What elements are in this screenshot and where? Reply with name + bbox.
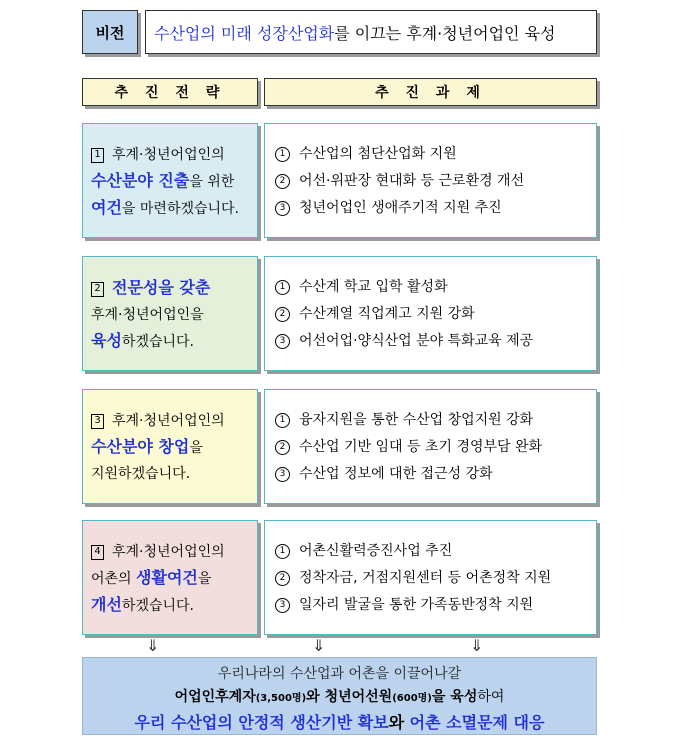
task-text: 청년어업인 생애주기적 지원 추진 bbox=[299, 200, 502, 216]
strategy-2-line3-rest: 하겠습니다. bbox=[121, 334, 194, 350]
strategy-3-line1: 후계·청년어업인의 bbox=[112, 413, 225, 429]
task-item bbox=[275, 168, 596, 195]
task-text: 수산업의 첨단산업화 지원 bbox=[299, 146, 457, 162]
task-item bbox=[275, 301, 596, 328]
conclusion-line-1: 우리나라의 수산업과 어촌을 이끌어나갈 bbox=[217, 666, 462, 682]
strategy-1-keyword-2: 여건 bbox=[91, 198, 122, 217]
task-text: 수산계열 직업계고 지원 강화 bbox=[299, 306, 475, 322]
tasks-column-header: 추 진 과 제 bbox=[264, 78, 597, 106]
task-marker: 3 bbox=[275, 334, 290, 349]
young-crew-label: 청년어선원 bbox=[324, 689, 393, 705]
strategy-3-line2-rest: 을 bbox=[189, 440, 203, 456]
task-marker: 2 bbox=[275, 307, 290, 322]
task-item bbox=[275, 461, 596, 488]
task-item bbox=[275, 538, 596, 565]
strategy-4-line1: 후계·청년어업인의 bbox=[112, 544, 225, 560]
strategy-box-2 bbox=[82, 256, 258, 371]
tasks-box-2 bbox=[264, 256, 597, 371]
strategy-number-2: 2 bbox=[91, 282, 104, 297]
strategy-1-line3-rest: 을 마련하겠습니다. bbox=[121, 201, 240, 217]
particle-text: 을 bbox=[431, 689, 451, 705]
strategy-2-line2: 후계·청년어업인을 bbox=[91, 307, 204, 323]
task-text: 어선어업·양식산업 분야 특화교육 제공 bbox=[299, 333, 534, 349]
task-item bbox=[275, 195, 596, 222]
down-arrow-icon: ⇓ bbox=[146, 636, 160, 655]
task-marker: 1 bbox=[275, 413, 290, 428]
task-marker: 2 bbox=[275, 440, 290, 455]
task-text: 수산업 정보에 대한 접근성 강화 bbox=[299, 466, 493, 482]
young-crew-count: (600명) bbox=[392, 693, 432, 704]
vision-highlight: 수산업의 미래 성장산업화 bbox=[154, 23, 335, 43]
task-marker: 1 bbox=[275, 147, 290, 162]
tasks-box-4 bbox=[264, 520, 597, 635]
strategy-number-4: 4 bbox=[91, 545, 104, 560]
task-text: 일자리 발굴을 통한 가족동반정착 지원 bbox=[299, 597, 534, 613]
strategy-2-keyword: 전문성을 갖춘 bbox=[112, 278, 211, 297]
task-marker: 3 bbox=[275, 598, 290, 613]
task-item bbox=[275, 274, 596, 301]
task-item bbox=[275, 141, 596, 168]
strategy-4-line2-rest: 을 bbox=[197, 571, 212, 587]
task-marker: 1 bbox=[275, 544, 290, 559]
goal-1: 우리 수산업의 안정적 생산기반 확보 bbox=[134, 713, 389, 732]
strategy-box-3 bbox=[82, 389, 258, 504]
task-item bbox=[275, 328, 596, 355]
vision-label: 비전 bbox=[82, 10, 138, 54]
task-marker: 1 bbox=[275, 280, 290, 295]
task-text: 수산업 기반 임대 등 초기 경영부담 완화 bbox=[299, 439, 543, 455]
task-text: 어선·위판장 현대화 등 근로환경 개선 bbox=[299, 173, 525, 189]
task-item bbox=[275, 407, 596, 434]
strategy-number-3: 3 bbox=[91, 414, 104, 429]
strategy-4-line3-rest: 하겠습니다. bbox=[121, 598, 194, 614]
down-arrow-icon: ⇓ bbox=[312, 636, 326, 655]
tasks-box-1 bbox=[264, 123, 597, 238]
successor-count: (3,500명) bbox=[255, 693, 307, 704]
strategy-4-keyword: 생활여건 bbox=[136, 568, 198, 587]
strategy-4-keyword-2: 개선 bbox=[91, 595, 122, 614]
goal-connector: 와 bbox=[388, 713, 410, 732]
strategy-2-keyword-2: 육성 bbox=[91, 331, 122, 350]
task-text: 수산계 학교 입학 활성화 bbox=[299, 279, 448, 295]
strategy-1-line2-rest: 을 위한 bbox=[189, 174, 235, 190]
strategy-4-line2-pre: 어촌의 bbox=[91, 571, 137, 587]
task-text: 융자지원을 통한 수산업 창업지원 강화 bbox=[299, 412, 534, 428]
strategy-1-line1: 후계·청년어업인의 bbox=[112, 147, 225, 163]
successor-label: 어업인후계자 bbox=[174, 689, 256, 705]
conjunction-text: 와 bbox=[306, 689, 325, 705]
strategy-3-keyword: 수산분야 창업 bbox=[91, 437, 190, 456]
strategy-box-4 bbox=[82, 520, 258, 635]
task-marker: 3 bbox=[275, 201, 290, 216]
task-marker: 2 bbox=[275, 174, 290, 189]
conclusion-box bbox=[82, 657, 597, 735]
strategy-number-1: 1 bbox=[91, 148, 104, 163]
down-arrow-icon: ⇓ bbox=[470, 636, 484, 655]
task-marker: 3 bbox=[275, 467, 290, 482]
conclusion-line-2 bbox=[83, 685, 596, 711]
task-marker: 2 bbox=[275, 571, 290, 586]
task-text: 정착자금, 거점지원센터 등 어촌정착 지원 bbox=[299, 570, 552, 586]
strategy-1-keyword: 수산분야 진출 bbox=[91, 171, 190, 190]
task-item bbox=[275, 565, 596, 592]
strategy-3-line3: 지원하겠습니다. bbox=[91, 466, 191, 482]
tasks-box-3 bbox=[264, 389, 597, 504]
task-text: 어촌신활력증진사업 추진 bbox=[299, 543, 453, 559]
nurture-text: 육성 bbox=[450, 689, 478, 705]
task-item bbox=[275, 592, 596, 619]
strategy-box-1 bbox=[82, 123, 258, 238]
goal-2: 어촌 소멸문제 대응 bbox=[409, 713, 545, 732]
vision-statement bbox=[145, 10, 597, 54]
conclusion-line-3 bbox=[83, 711, 596, 735]
suffix-text: 하여 bbox=[477, 689, 505, 705]
vision-rest: 를 이끄는 후계·청년어업인 육성 bbox=[334, 23, 556, 43]
strategy-column-header: 추 진 전 략 bbox=[82, 78, 258, 106]
task-item bbox=[275, 434, 596, 461]
